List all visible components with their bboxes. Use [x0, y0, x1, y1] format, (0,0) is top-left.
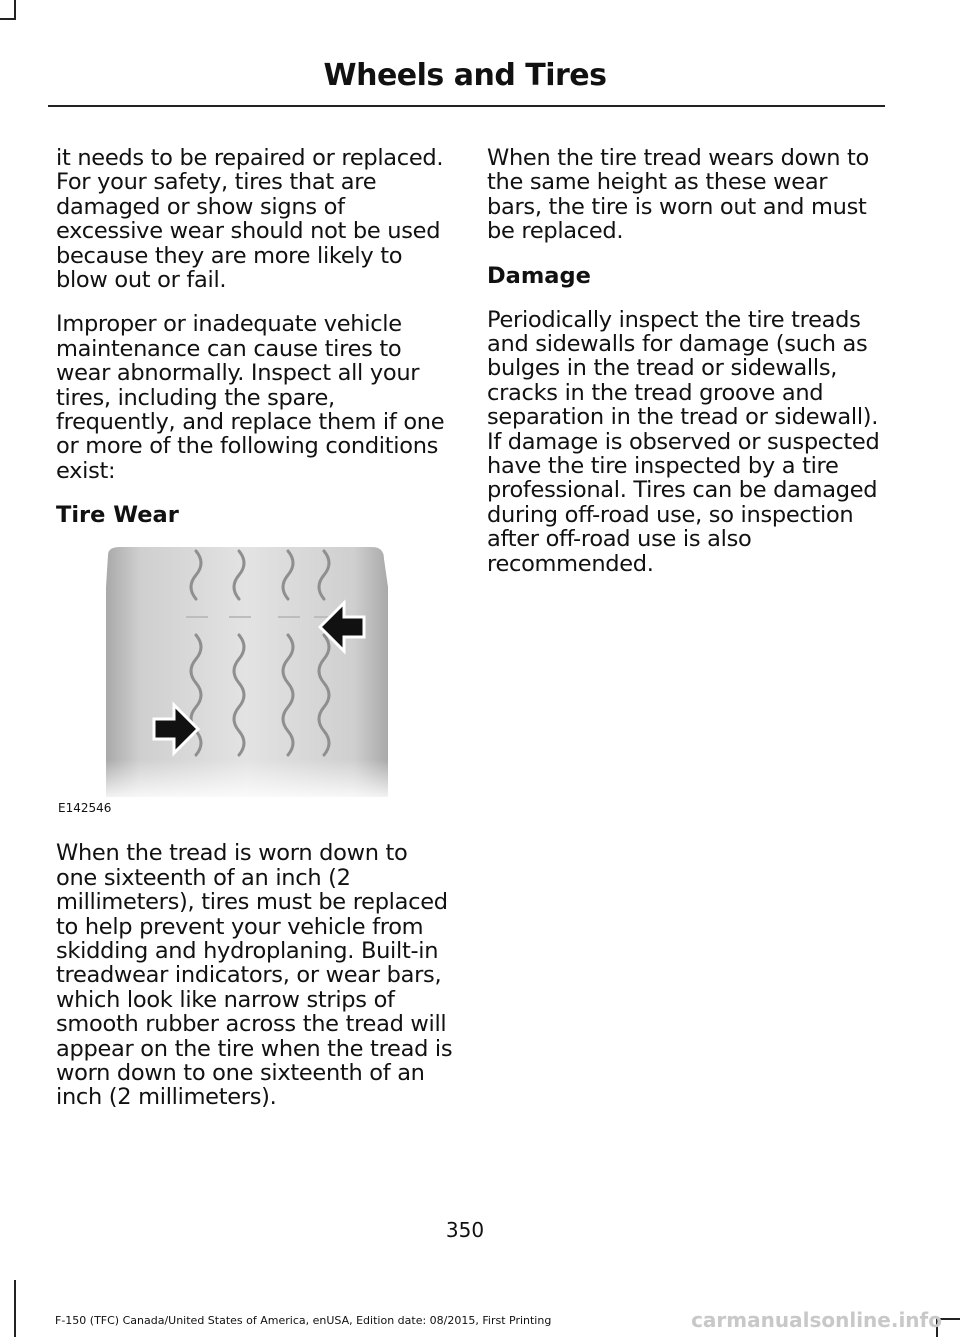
- page-title: Wheels and Tires: [323, 58, 607, 93]
- tire-wear-figure: [56, 547, 388, 816]
- tire-tread-illustration: [56, 547, 388, 816]
- paragraph: Periodically inspect the tire treads and sidewalls for damage (such as bulges in the tread or sidewalls, cracks in the tread groove and separation in the tread or sidewall). If damage is observed or suspected have the tire inspected by a tire professional. Tires can be damaged during off-road use, so inspection after off-road use is also recommended.: [487, 306, 880, 577]
- header-divider: [48, 105, 885, 107]
- crop-mark: [0, 18, 16, 20]
- section-heading: Tire Wear: [56, 502, 179, 529]
- section-heading: Damage: [487, 262, 591, 289]
- left-column: [56, 146, 454, 1130]
- paragraph: Improper or inadequate vehicle maintenance can cause tires to wear abnormally. Inspect all your tires, including the spare, frequently, and replace them if one or more of the following conditions exist:: [56, 311, 445, 484]
- figure-code: E142546: [58, 801, 112, 816]
- crop-mark: [14, 1280, 16, 1337]
- crop-mark: [14, 0, 16, 20]
- page-number: 350: [445, 1218, 485, 1242]
- right-column: [487, 146, 885, 596]
- paragraph: When the tread is worn down to one sixteenth of an inch (2 millimeters), tires must be replaced to help prevent your vehicle from skidding and hydroplaning. Built-in treadwear indicators, or wear bars, which look like narrow strips of smooth rubber across the tread will appear on the tire when the tread is worn down to one sixteenth of an inch (2 millimeters).: [56, 840, 453, 1111]
- watermark: carmanualsonline.info: [691, 1308, 942, 1332]
- paragraph: it needs to be repaired or replaced. For your safety, tires that are damaged or show signs of excessive wear should not be used because they are more likely to blow out or fail.: [56, 145, 444, 294]
- footer-edition-info: F-150 (TFC) Canada/United States of America, enUSA, Edition date: 08/2015, First Printing: [55, 1314, 552, 1327]
- paragraph: When the tire tread wears down to the same height as these wear bars, the tire is worn out and must be replaced.: [487, 145, 870, 245]
